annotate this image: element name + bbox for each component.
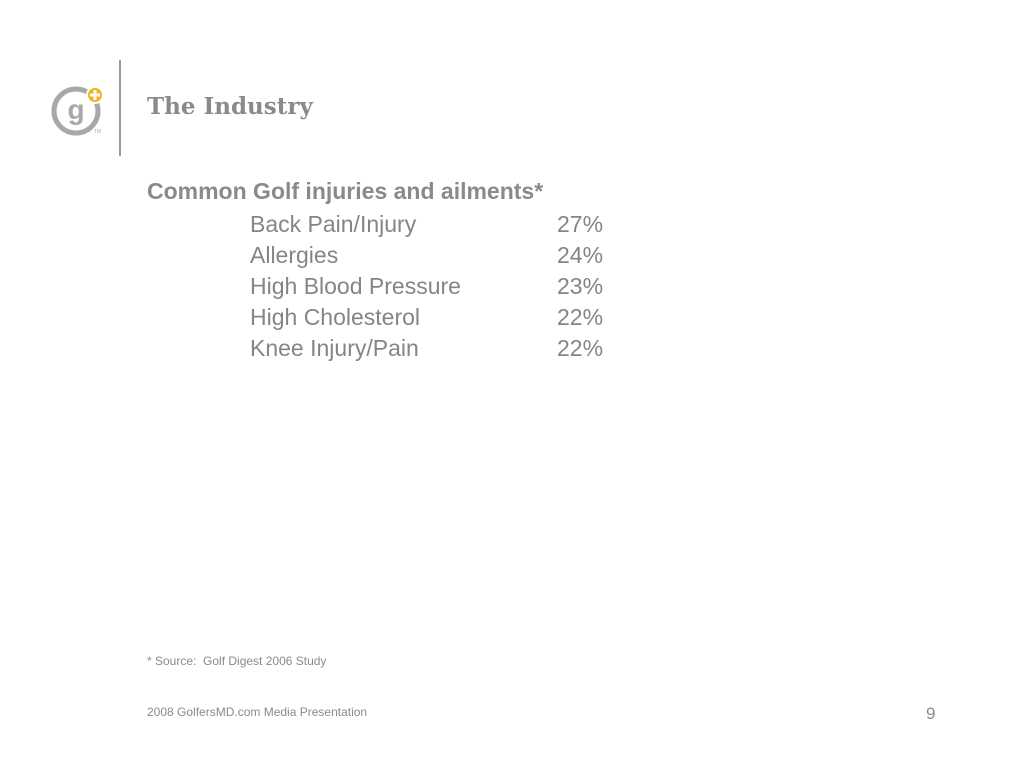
stat-label: High Blood Pressure bbox=[250, 273, 461, 299]
svg-text:g: g bbox=[67, 94, 85, 125]
svg-text:TM: TM bbox=[94, 129, 102, 135]
slide-title: The Industry bbox=[147, 93, 313, 120]
stat-row bbox=[250, 271, 630, 302]
stat-row bbox=[250, 209, 630, 240]
stat-value: 22% bbox=[557, 335, 604, 361]
stat-label: Back Pain/Injury bbox=[250, 211, 417, 237]
stat-value: 27% bbox=[557, 211, 604, 237]
stat-value: 24% bbox=[557, 242, 604, 268]
page-number: 9 bbox=[926, 704, 936, 723]
ailment-stats-list bbox=[250, 209, 630, 364]
stat-value: 23% bbox=[557, 273, 604, 299]
footer-text: 2008 GolfersMD.com Media Presentation bbox=[147, 705, 368, 719]
header-divider bbox=[119, 60, 121, 156]
stat-row bbox=[250, 333, 630, 364]
stat-label: Knee Injury/Pain bbox=[250, 335, 419, 361]
section-heading: Common Golf injuries and ailments* bbox=[147, 178, 544, 204]
g-plus-logo-icon bbox=[50, 84, 110, 140]
stat-row bbox=[250, 240, 630, 271]
source-footnote: * Source: Golf Digest 2006 Study bbox=[147, 654, 327, 668]
stat-label: Allergies bbox=[250, 242, 339, 268]
stat-label: High Cholesterol bbox=[250, 304, 421, 330]
stat-value: 22% bbox=[557, 304, 604, 330]
stat-row bbox=[250, 302, 630, 333]
